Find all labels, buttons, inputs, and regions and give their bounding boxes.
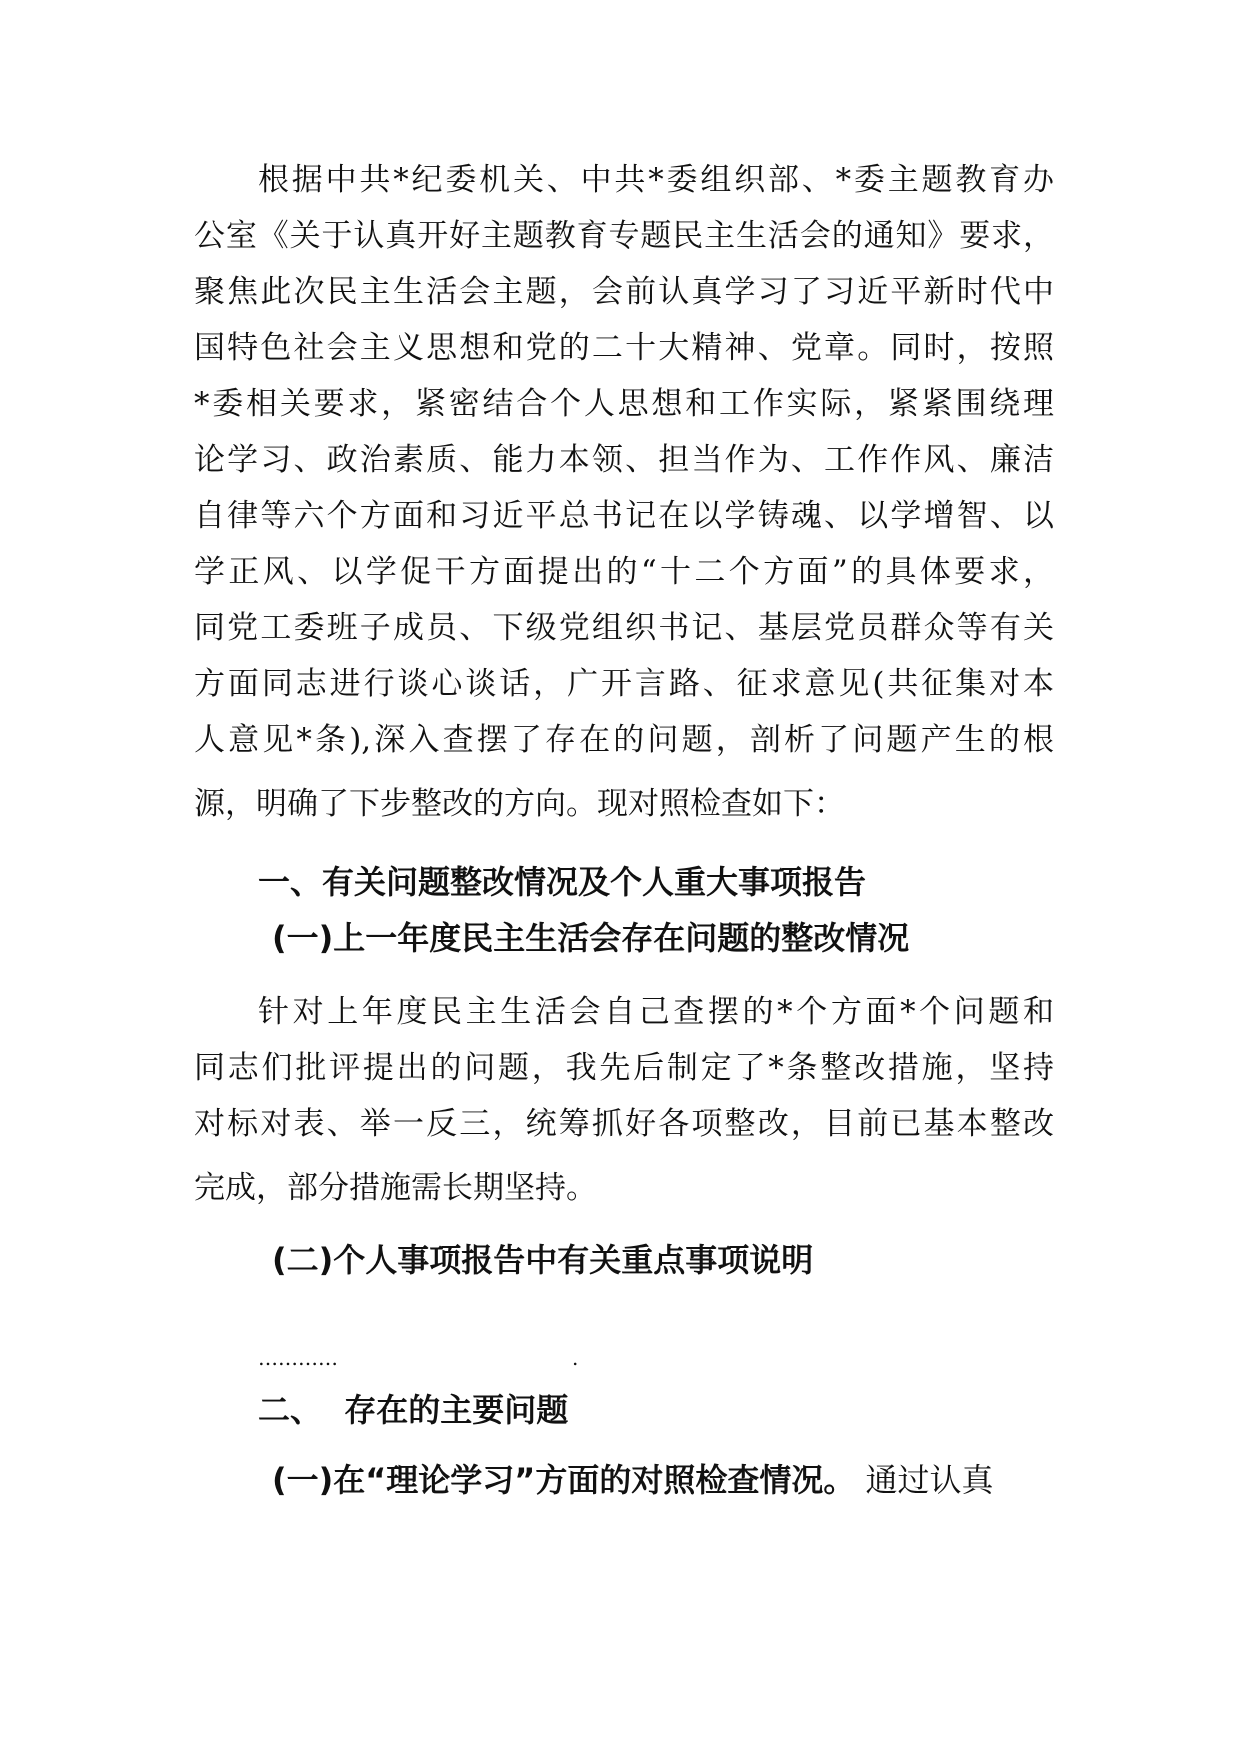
intro-line: 同党工委班子成员、下级党组织书记、基层党员群众等有关 [194,610,1054,646]
placeholder-dots: ………… [258,1346,338,1370]
intro-line: 自律等六个方面和习近平总书记在以学铸魂、以学增智、以 [194,498,1054,534]
subsection-heading: (二)个人事项报告中有关重点事项说明 [272,1241,814,1279]
body-line: 对标对表、举一反三，统筹抓好各项整改，目前已基本整改 [194,1106,1054,1142]
intro-line: 源，明确了下步整改的方向。现对照检查如下： [194,786,845,822]
intro-line: 根据中共*纪委机关、中共*委组织部、*委主题教育办 [258,162,1054,198]
subsection-title: (一)在“理论学习”方面的对照检查情况。 [272,1461,856,1499]
body-line: 同志们批评提出的问题，我先后制定了*条整改措施，坚持 [194,1050,1054,1086]
intro-line: 聚焦此次民主生活会主题，会前认真学习了习近平新时代中 [194,274,1054,310]
intro-line: 公室《关于认真开好主题教育专题民主生活会的通知》要求， [194,218,1054,254]
section-heading: 一、有关问题整改情况及个人重大事项报告 [258,863,867,901]
subsection-heading [272,1460,994,1500]
intro-line: *委相关要求，紧密结合个人思想和工作实际，紧紧围绕理 [194,386,1054,422]
intro-line: 方面同志进行谈心谈话，广开言路、征求意见(共征集对本 [194,666,1054,702]
placeholder-end-mark: . [572,1346,579,1370]
body-line: 完成，部分措施需长期坚持。 [194,1170,597,1206]
section-heading: 二、 存在的主要问题 [258,1391,569,1429]
subsection-tail-text: 通过认真 [855,1461,994,1499]
subsection-heading: (一)上一年度民主生活会存在问题的整改情况 [272,919,910,957]
body-line: 针对上年度民主生活会自己查摆的*个方面*个问题和 [258,994,1054,1030]
intro-line: 国特色社会主义思想和党的二十大精神、党章。同时，按照 [194,330,1054,366]
intro-line: 人意见*条),深入查摆了存在的问题，剖析了问题产生的根 [194,722,1054,758]
intro-line: 论学习、政治素质、能力本领、担当作为、工作作风、廉洁 [194,442,1054,478]
intro-line: 学正风、以学促干方面提出的“十二个方面”的具体要求， [194,554,1054,590]
